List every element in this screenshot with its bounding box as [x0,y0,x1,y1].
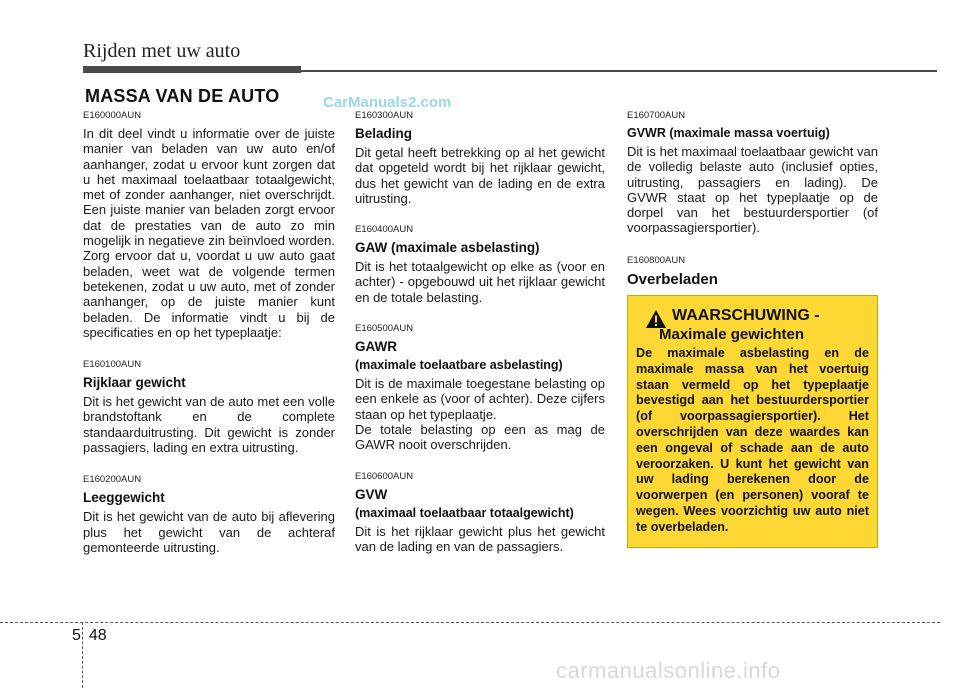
warning-title: WAARSCHUWING - [672,307,820,324]
paragraph: Dit is het maximaal toelaatbaar gewicht van de volledig belaste auto (inclusief opties, uitrusting, passagiers en lading). De GVWR staat op het typeplaatje op de dorpel van het bestuurdersportier (of voorpassagiersportier). [627,144,878,236]
heading-belading: Belading [355,126,413,141]
heading-gaw: GAW (maximale asbelasting) [355,240,540,256]
ref-code: E160300AUN [355,110,414,121]
column-3 [627,110,878,292]
ref-code: E160100AUN [83,359,142,371]
ref-code: E160800AUN [627,254,686,266]
section-title: MASSA VAN DE AUTO [85,86,280,106]
chapter-title: Rijden met uw auto [83,40,241,62]
ref-code: E160200AUN [83,474,142,486]
ref-code: E160400AUN [355,224,414,236]
header-rule [301,70,937,72]
footer-divider [0,622,940,623]
subheading: (maximaal toelaatbaar totaalgewicht) [355,505,574,520]
warning-subtitle: Maximale gewichten [659,326,805,343]
heading-rijklaar-gewicht: Rijklaar gewicht [83,375,186,391]
subheading: (maximale toelaatbare asbelasting) [355,358,563,373]
column-2 [355,110,605,554]
paragraph: Dit is de maximale toegestane belasting op een enkele as (voor of achter). Deze cijfers staan op het typeplaatje. [355,376,605,422]
watermark-footer: carmanualsonline.info [556,658,781,683]
ref-code: E160700AUN [627,110,686,121]
paragraph: Dit is het rijklaar gewicht plus het gewicht van de lading en van de passagiers. [355,523,605,554]
heading-gawr: GAWR [355,339,397,355]
paragraph: Dit is het gewicht van de auto met een volle brandstoftank en de complete standaarduitrusting. Dit gewicht is zonder passagiers, lading en extra uitrusting. [83,394,335,456]
ref-code: E160600AUN [355,470,414,482]
section-number: 5 [72,627,81,644]
column-1 [83,110,335,555]
paragraph: Dit getal heeft betrekking op al het gewicht dat opgeteld wordt bij het rijklaar gewicht, dus het gewicht van de lading en de extra uitrusting. [355,145,605,206]
page-number [72,627,107,645]
heading-gvwr: GVWR (maximale massa voertuig) [627,126,830,140]
paragraph: Dit is het totaalgewicht op elke as (voor en achter) - opgebouwd uit het rijklaar gewicht en de totale belasting. [355,259,605,305]
page-number-value: 48 [88,627,107,644]
watermark-logo: CarManuals2.com [323,94,452,111]
warning-text: De maximale asbelasting en de maximale massa van het voertuig staan vermeld op het typeplaatje bevestigd aan het bestuurdersportier (of voorpassagiersportier). Het overschrijden van deze waardes kan een ongeval of schade aan de auto veroorzaken. U kunt het gewicht van uw lading berekenen door de voorwerpen (en personen) vooraf te wegen. Wees voorzichtig uw auto niet te overbeladen. [636,346,869,534]
intro-paragraph: In dit deel vindt u informatie over de juiste manier van beladen van uw auto en/of aanhanger, zodat u ervoor kunt zorgen dat u het maximaal toelaatbaar totaalgewicht, met of zonder aanhanger, niet overschrijdt. Een juiste manier van beladen zorgt ervoor dat de prestaties van de auto zo min mogelijk in negatieve zin beïnvloed worden. Zorg ervoor dat u, voordat u uw auto gaat beladen, weet wat de volgende termen betekenen, zodat u uw auto, met of zonder aanhanger, op de juiste manier kunt beladen. De informatie vindt u bij de specificaties en op het typeplaatje: [83,126,335,340]
warning-box [627,295,878,548]
heading-leeggewicht: Leeggewicht [83,490,165,506]
heading-gvw: GVW [355,486,388,502]
heading-overbeladen: Overbeladen [627,270,718,288]
paragraph: De totale belasting op een as mag de GAWR nooit overschrijden. [355,421,605,453]
ref-code: E160000AUN [83,110,142,121]
paragraph: Dit is het gewicht van de auto bij aflevering plus het gewicht van de achteraf gemonteerde uitrusting. [83,509,335,555]
header-bar [83,66,301,73]
ref-code: E160500AUN [355,323,414,335]
